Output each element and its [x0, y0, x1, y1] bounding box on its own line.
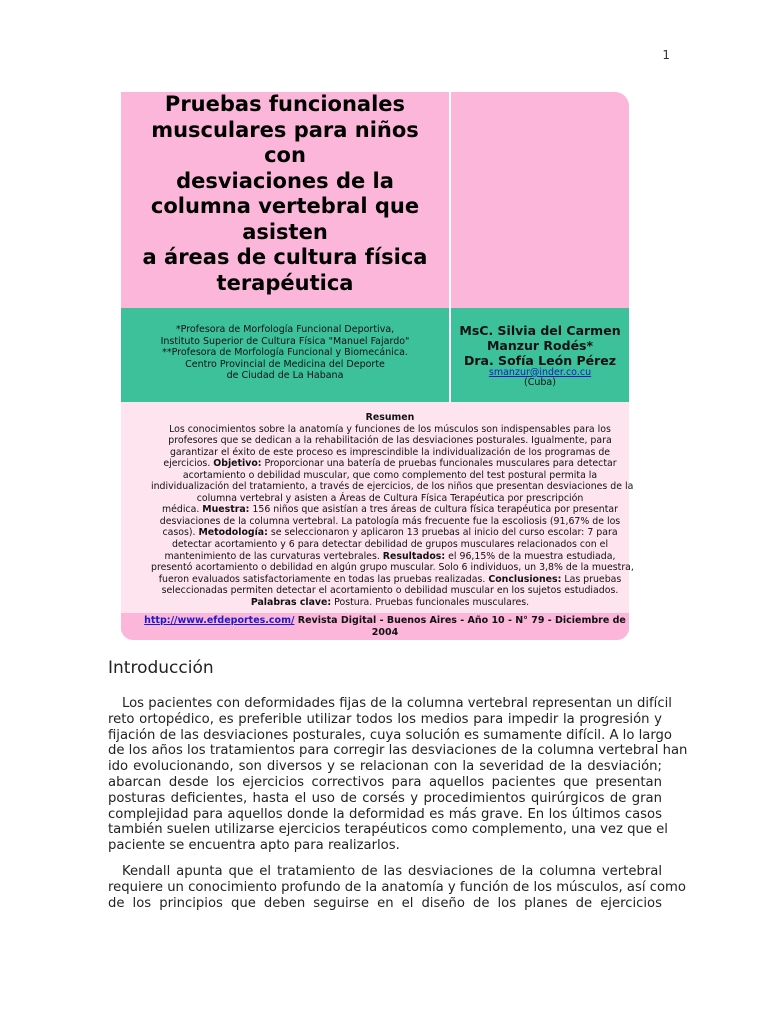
abstract-keyword: Palabras clave:	[250, 596, 332, 608]
paragraph-line: de los principios que deben seguirse en el diseño de los planes de ejercicios	[108, 895, 662, 911]
affiliation-line: **Profesora de Morfología Funcional y Biomecánica.	[162, 347, 408, 358]
paragraph-line: de los años los tratamientos para corregir las desviaciones de la columna vertebral han	[108, 743, 688, 759]
title-side-panel	[451, 92, 629, 308]
author-email-link[interactable]: smanzur@inder.co.cu	[488, 367, 592, 378]
body-paragraph	[108, 696, 688, 854]
abstract-line: casos). Metodología: se seleccionaron y aplicaron 13 pruebas al inicio del curso escolar: 7 para	[162, 527, 618, 539]
paragraph-line: ido evolucionando, son diversos y se relacionan con la severidad de la desviación;	[108, 759, 662, 775]
title-line: a áreas de cultura física	[142, 245, 428, 269]
journal-info: Revista Digital - Buenos Aires - Año 10 - N° 79 - Diciembre de	[294, 615, 626, 626]
abstract-line: columna vertebral y asisten a Áreas de Cultura Física Terapéutica por prescripción	[196, 492, 584, 504]
journal-year: 2004	[371, 627, 399, 638]
paragraph-line: requiere un conocimiento profundo de la anatomía y función de los músculos, así como	[108, 879, 686, 895]
author-line: MsC. Silvia del Carmen	[459, 323, 621, 338]
paragraph-line: posturas deficientes, hasta el uso de corsés y procedimientos quirúrgicos de gran	[108, 790, 662, 806]
page-number: 1	[662, 48, 670, 62]
affiliations	[121, 324, 449, 382]
author-line: Dra. Sofía León Pérez	[463, 353, 616, 368]
abstract-line: acortamiento o debilidad muscular, que como complemento del test postural permita la	[182, 469, 598, 481]
abstract-panel	[121, 402, 634, 632]
abstract-keyword: Muestra:	[202, 504, 250, 516]
author-line: Manzur Rodés*	[486, 338, 594, 353]
abstract-line: Los conocimientos sobre la anatomía y funciones de los músculos son indispensables para los	[169, 423, 611, 435]
abstract-line: fueron evaluados satisfactoriamente en todas las pruebas realizadas. Conclusiones: Las pruebas	[158, 573, 622, 585]
journal-citation	[141, 615, 629, 639]
affiliation-line: Centro Provincial de Medicina del Deporte	[185, 358, 385, 370]
affiliation-panel	[121, 308, 449, 402]
journal-link[interactable]: http://www.efdeportes.com/	[144, 615, 295, 626]
article-header	[121, 92, 634, 642]
abstract-keyword: Metodología:	[198, 527, 268, 539]
title-line: terapéutica	[216, 270, 354, 295]
abstract-line: profesores que se dedican a la rehabilitación de las desviaciones posturales. Igualmente, para	[168, 435, 612, 447]
abstract-line: garantizar el éxito de este proceso es imprescindible la individualización de los programas de	[169, 446, 611, 458]
section-title: Introducción	[108, 658, 214, 678]
title-line: desviaciones de la	[176, 168, 394, 193]
abstract-keyword: Resultados:	[382, 550, 446, 562]
title-line: musculares para niños	[151, 117, 419, 142]
paragraph-line: también suelen utilizarse ejercicios terapéuticos como complemento, una vez que el	[108, 822, 668, 838]
abstract-line: individualización del tratamiento, a través de ejercicios, de los niños que presentan desviaciones de la	[151, 481, 634, 493]
title-line: con	[264, 143, 306, 167]
abstract-line: ejercicios. Objetivo: Proporcionar una batería de pruebas funcionales musculares para detectar	[163, 458, 617, 470]
title-line: Pruebas funcionales	[164, 92, 406, 116]
affiliation-line: *Profesora de Morfología Funcional Deportiva,	[175, 324, 395, 335]
abstract-line: mantenimiento de las curvaturas vertebrales. Resultados: el 96,15% de la muestra estudiada,	[164, 550, 616, 562]
abstract-line: médica. Muestra: 156 niños que asistían a tres áreas de cultura física terapéutica por presentar	[161, 504, 619, 516]
paragraph-line: reto ortopédico, es preferible utilizar todos los medios para impedir la progresión y	[108, 711, 662, 727]
abstract-line: seleccionadas permiten detectar el acortamiento o debilidad muscular en los sujetos estudiados.	[161, 585, 619, 597]
affiliation-line: Instituto Superior de Cultura Física "Manuel Fajardo"	[160, 335, 410, 347]
abstract-line: desviaciones de la columna vertebral. La patología más frecuente fue la escoliosis (91,67% de los	[159, 515, 621, 527]
paragraph-line: Kendall apunta que el tratamiento de las desviaciones de la columna vertebral	[122, 864, 662, 879]
title-panel	[121, 92, 449, 308]
affiliation-line: de Ciudad de La Habana	[226, 370, 344, 381]
abstract	[151, 412, 634, 608]
body-paragraph	[108, 864, 686, 911]
authors-panel	[451, 308, 629, 402]
abstract-heading: Resumen	[365, 412, 415, 423]
paragraph-line: fijación de las desviaciones posturales, cuya solución es sumamente difícil. A lo largo	[108, 727, 672, 743]
authors	[451, 323, 629, 388]
journal-footer	[121, 613, 629, 640]
abstract-line: Palabras clave: Postura. Pruebas funcionales musculares.	[250, 596, 530, 608]
paragraph-line: complejidad para aquellos donde la deformidad es más grave. En los últimos casos	[108, 806, 662, 822]
paragraph-line: abarcan desde los ejercicios correctivos para aquellos pacientes que presentan	[108, 774, 662, 790]
paragraph-line: paciente se encuentra apto para realizarlos.	[108, 838, 400, 854]
author-country: (Cuba)	[524, 377, 556, 388]
abstract-keyword: Objetivo:	[213, 458, 262, 470]
abstract-line: presentó acortamiento o debilidad en algún grupo muscular. Solo 6 individuos, un 3,8% de la muestra,	[151, 562, 634, 574]
abstract-keyword: Conclusiones:	[488, 573, 562, 585]
title-line: columna vertebral que	[150, 194, 420, 218]
abstract-line: detectar acortamiento y 6 para detectar debilidad de grupos musculares relacionados con el	[171, 539, 609, 551]
paragraph-line: Los pacientes con deformidades fijas de la columna vertebral representan un difícil	[122, 696, 672, 711]
title-line: asisten	[242, 219, 328, 244]
article-title	[121, 92, 449, 296]
